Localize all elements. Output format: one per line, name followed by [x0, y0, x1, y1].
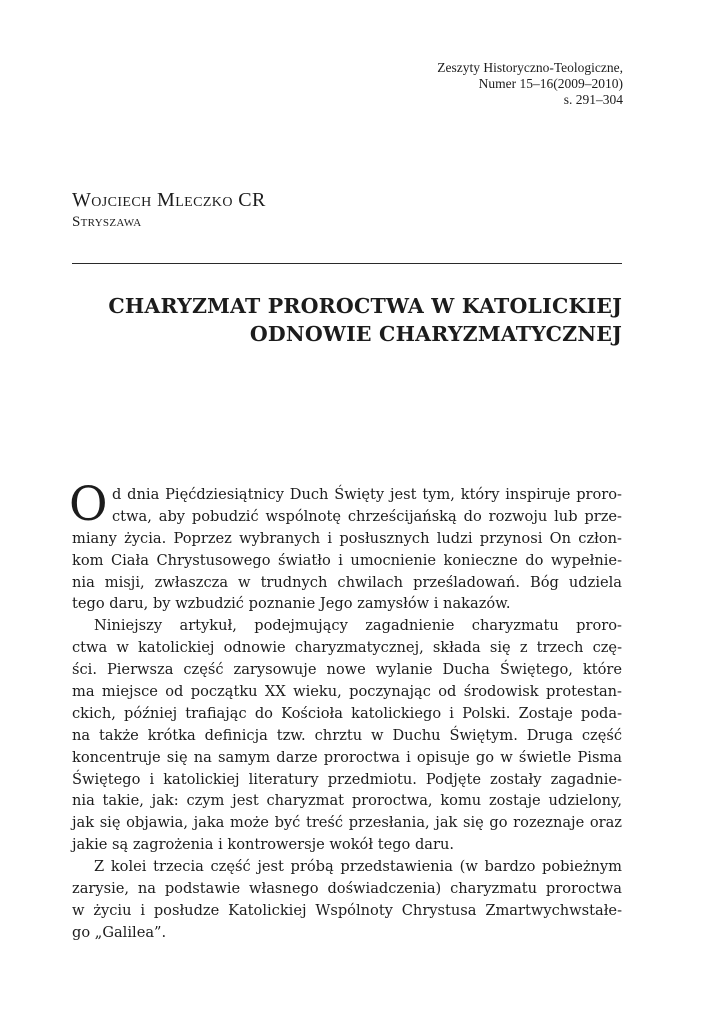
header-divider	[72, 263, 622, 264]
journal-issue: Numer 15–16(2009–2010)	[478, 76, 623, 91]
body-line: d dnia Pięćdziesiątnicy Duch Święty jest tym, który inspiruje proro-	[112, 486, 622, 503]
body-line: Świętego i katolickiej literatury przedmiotu. Podjęte zostały zagadnie-	[72, 770, 622, 788]
body-line: Z kolei trzecia część jest próbą przedstawienia (w bardzo pobieżnym	[94, 858, 622, 876]
author-block	[72, 188, 266, 232]
body-line: w życiu i posłudze Katolickiej Wspólnoty Chrystusa Zmartwychwstałe-	[72, 901, 622, 919]
title-line-2: ODNOWIE CHARYZMATYCZNEJ	[249, 322, 622, 346]
author-place: Stryszawa	[72, 214, 142, 230]
body-line: koncentruje się na samym darze proroctwa i opisuje go w świetle Pisma	[72, 748, 622, 766]
body-line: jakie są zagrożenia i kontrowersje wokół tego daru.	[72, 836, 455, 854]
body-line: ma miejsce od początku XX wieku, poczynając od środowisk protestan-	[72, 683, 622, 701]
body-line: nia takie, jak: czym jest charyzmat proroctwa, komu zostaje udzielony,	[72, 792, 622, 810]
body-line: ści. Pierwsza część zarysowuje nowe wylanie Ducha Świętego, które	[72, 661, 622, 679]
article-title	[72, 292, 622, 348]
body-line: ctwa, aby pobudzić wspólnotę chrześcijańską do rozwoju lub prze-	[112, 507, 622, 525]
body-line: ckich, później trafiając do Kościoła katolickiego i Polski. Zostaje poda-	[72, 704, 622, 722]
journal-name: Zeszyty Historyczno-Teologiczne,	[437, 60, 623, 75]
body-line: na także krótka definicja tzw. chrztu w Duchu Świętym. Druga część	[72, 726, 622, 744]
body-line: nia misji, zwłaszcza w trudnych chwilach prześladowań. Bóg udziela	[72, 573, 622, 591]
journal-pages: s. 291–304	[563, 92, 623, 107]
body-line: Niniejszy artykuł, podejmujący zagadnienie charyzmatu proro-	[94, 617, 622, 635]
body-line: tego daru, by wzbudzić poznanie Jego zamysłów i nakazów.	[72, 595, 511, 613]
body-line: kom Ciała Chrystusowego światło i umocnienie konieczne do wypełnie-	[72, 551, 622, 569]
article-body	[69, 477, 622, 944]
author-name: Wojciech Mleczko CR	[72, 189, 266, 211]
title-line-1: CHARYZMAT PROROCTWA W KATOLICKIEJ	[108, 294, 622, 318]
body-line: miany życia. Poprzez wybranych i posłusznych ludzi przynosi On człon-	[72, 529, 622, 547]
drop-cap: O	[69, 477, 108, 532]
body-line: jak się objawia, jaka może być treść przesłania, jak się go rozeznaje oraz	[72, 814, 622, 832]
body-line: ctwa w katolickiej odnowie charyzmatycznej, składa się z trzech czę-	[72, 639, 622, 657]
body-line: go „Galilea”.	[72, 923, 167, 941]
journal-info	[437, 60, 623, 108]
body-line: zarysie, na podstawie własnego doświadczenia) charyzmatu proroctwa	[72, 880, 622, 898]
